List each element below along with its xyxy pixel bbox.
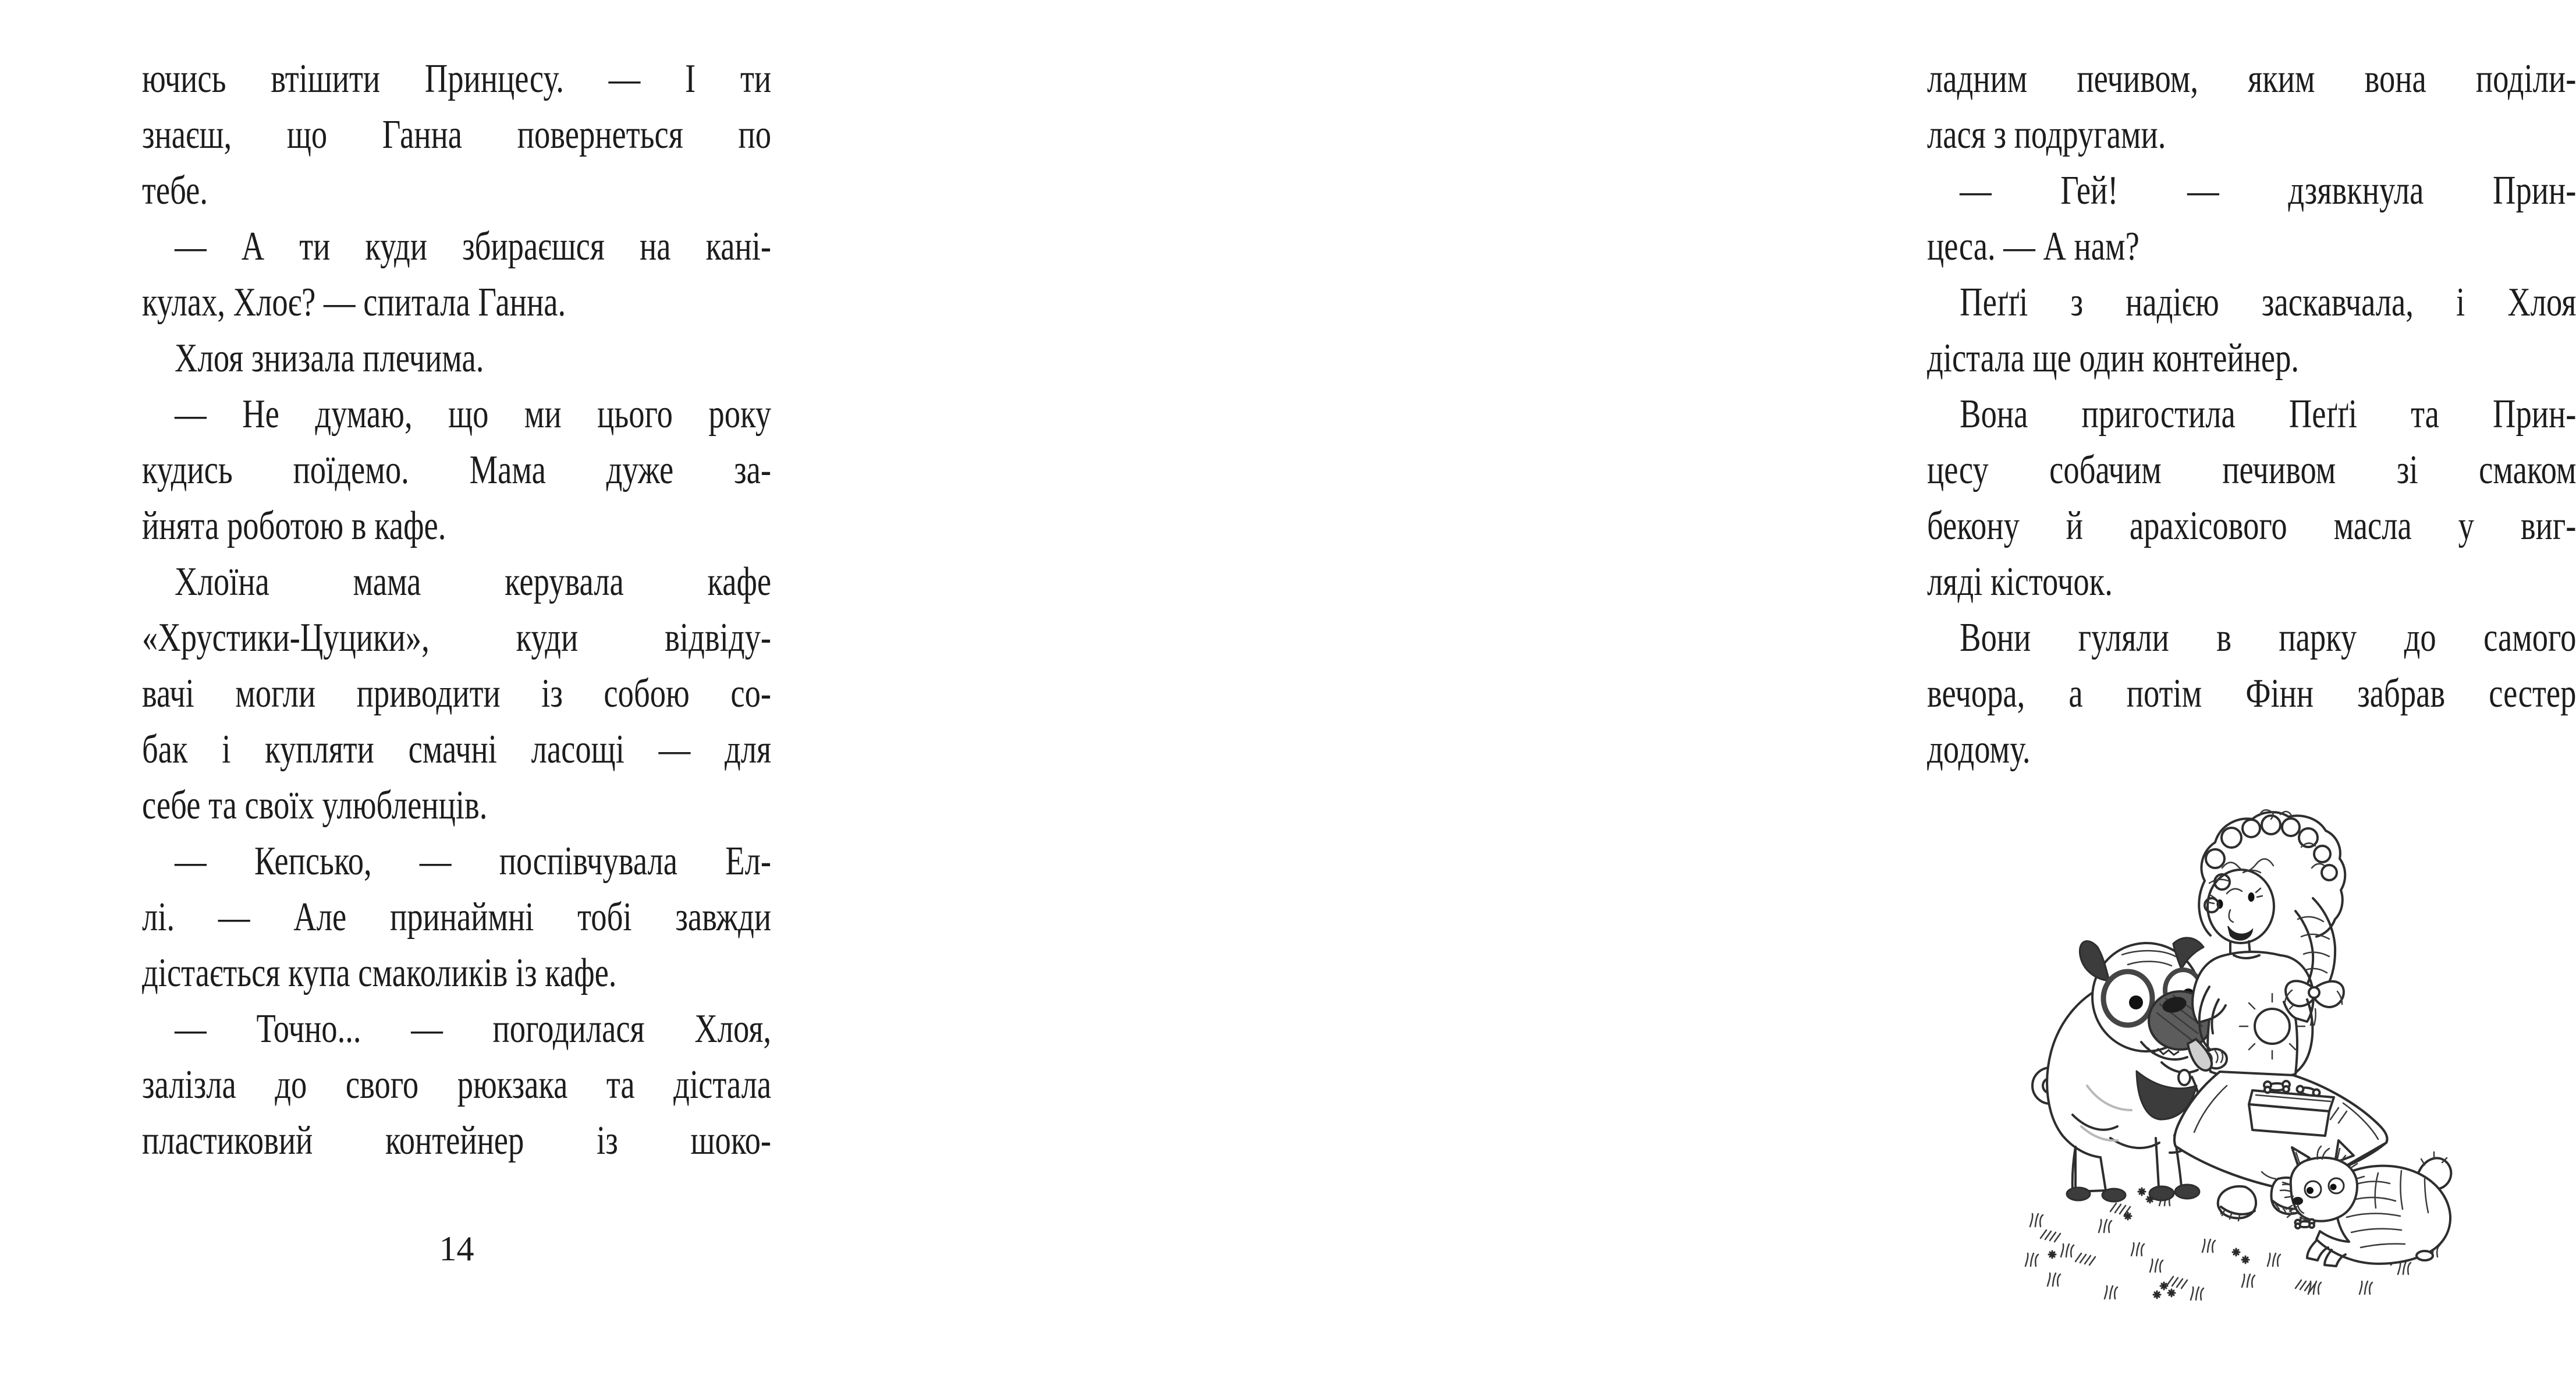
text-line: ладним печивом, яким вона поділи- [1927,56,2576,101]
text-line: вачі могли приводити із собою со- [142,671,772,716]
left-page-text [142,51,771,1169]
text-line: — Кепсько, — поспівчувала Ел- [175,839,772,884]
text-line: лі. — Але принаймні тобі завжди [142,895,772,940]
text-line: ляді кісточок. [1927,559,2113,604]
text-line: Хлоя знизала плечима. [175,336,484,381]
text-line: Вони гуляли в парку до самого [1960,615,2576,660]
text-line: бак і купляти смачні ласощі — для [142,727,772,772]
text-line: йнята роботою в кафе. [142,504,446,548]
paragraph [142,387,771,554]
text-line: — А ти куди збираєшся на кані- [175,224,772,269]
text-line: знаєш, що Ганна повернеться по [142,112,772,157]
paragraph [142,331,771,387]
text-line: Вона пригостила Пеґґі та Прин- [1960,392,2576,437]
text-line: — Точно... — погодилася Хлоя, [175,1007,772,1051]
paragraph [142,219,771,331]
yorkie-dog [2283,1140,2451,1266]
text-line: «Хрустики-Цуцики», куди відвіду- [142,615,772,660]
text-line: лася з подругами. [1927,112,2166,157]
left-page [0,0,894,1375]
text-line: додому. [1927,727,2031,772]
paragraph [142,834,771,1001]
text-line: залізла до свого рюкзака та дістала [142,1062,772,1107]
paragraph [142,51,771,219]
text-line: бекону й арахісового масла у виг- [1927,504,2576,548]
text-line: — Не думаю, що ми цього року [175,392,772,437]
illustration-girl-feeding-dogs [2017,812,2465,1307]
right-page-text [1927,51,2576,778]
paragraph [142,1001,771,1169]
text-line: — Гей! — дзявкнула Прин- [1960,168,2576,213]
text-line: тебе. [142,168,208,213]
text-line: Хлоїна мама керувала кафе [175,559,772,604]
text-line: цеса. — А нам? [1927,224,2139,269]
girl [2174,810,2387,1221]
text-line: дістається купа смаколиків із кафе. [142,951,617,995]
illustration-svg [2017,812,2465,1307]
text-line: себе та своїх улюбленців. [142,783,488,828]
right-page [894,0,2576,1375]
paragraph [1927,610,2576,778]
text-line: пластиковий контейнер із шоко- [142,1118,772,1163]
paragraph [1927,163,2576,275]
paragraph [142,554,771,834]
yorkie-bone [2295,1220,2315,1229]
text-line: кулах, Хлоє? — спитала Ганна. [142,280,566,325]
text-line: вечора, а потім Фінн забрав сестер [1927,671,2576,716]
paragraph [1927,51,2576,163]
text-line: цесу собачим печивом зі смаком [1927,448,2576,492]
text-line: ючись втішити Принцесу. — І ти [142,56,772,101]
page-number: 14 [439,1229,474,1268]
text-line: Пеґґі з надією заскавчала, і Хлоя [1960,280,2576,325]
pug-dog [2032,938,2212,1202]
paragraph [1927,387,2576,610]
text-line: дістала ще один контейнер. [1927,336,2300,381]
paragraph [1927,275,2576,387]
text-line: кудись поїдемо. Мама дуже за- [142,448,772,492]
